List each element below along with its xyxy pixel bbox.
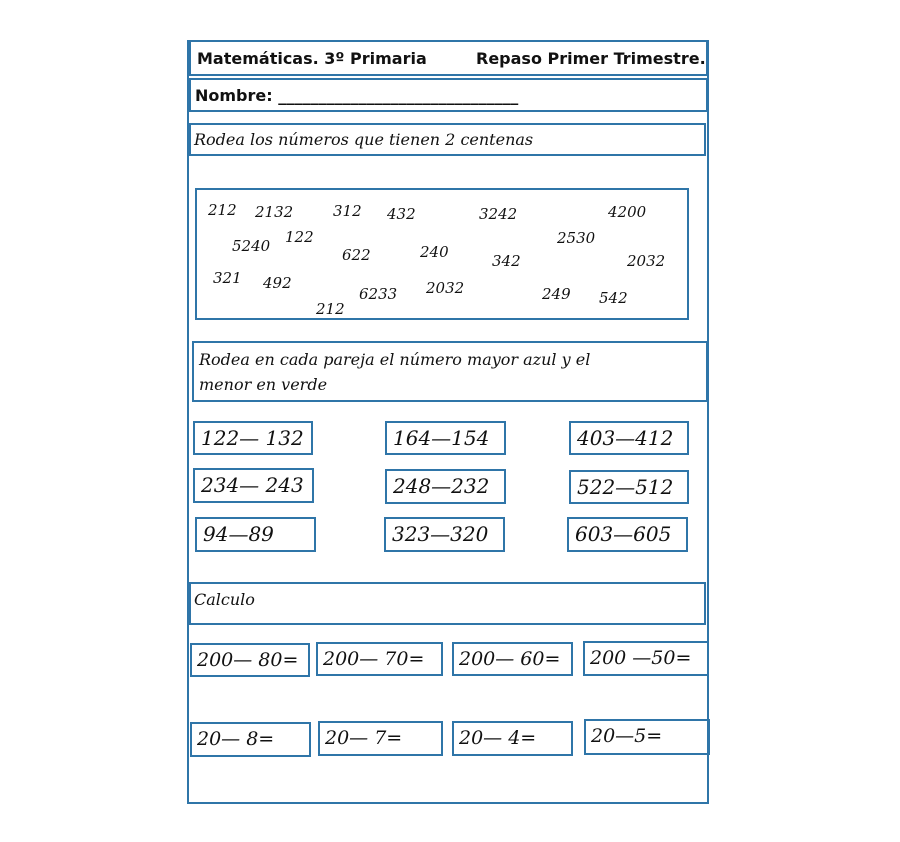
number-item[interactable]: 321 [213, 269, 242, 287]
number-item[interactable]: 3242 [479, 205, 518, 223]
number-item[interactable]: 122 [285, 228, 314, 246]
number-item[interactable]: 212 [208, 201, 237, 219]
calc-box[interactable]: 200— 60= [452, 642, 573, 676]
header-title-box [189, 40, 708, 76]
number-item[interactable]: 4200 [608, 203, 647, 221]
number-item[interactable]: 2032 [627, 252, 666, 270]
number-item[interactable]: 432 [387, 205, 416, 223]
pair-box[interactable]: 603—605 [567, 517, 688, 552]
number-item[interactable]: 2132 [255, 203, 294, 221]
number-item[interactable]: 249 [542, 285, 571, 303]
number-item[interactable]: 492 [263, 274, 292, 292]
pair-box[interactable]: 403—412 [569, 421, 689, 455]
calc-box[interactable]: 200— 70= [316, 642, 443, 676]
pair-box[interactable]: 164—154 [385, 421, 506, 455]
calc-box[interactable]: 200 —50= [583, 641, 709, 676]
number-item[interactable]: 212 [316, 300, 345, 318]
worksheet-title: Repaso Primer Trimestre. [476, 49, 706, 68]
calc-box[interactable]: 20—5= [584, 719, 710, 755]
instruction-calculo: Calculo [189, 582, 706, 625]
number-item[interactable]: 6233 [359, 285, 398, 303]
instruction-centenas: Rodea los números que tienen 2 centenas [189, 123, 706, 156]
pair-box[interactable]: 122— 132 [193, 421, 313, 455]
pair-box[interactable]: 323—320 [384, 517, 505, 552]
number-item[interactable]: 312 [333, 202, 362, 220]
calc-box[interactable]: 200— 80= [190, 643, 310, 677]
pair-box[interactable]: 234— 243 [193, 468, 314, 503]
pair-box[interactable]: 94—89 [195, 517, 316, 552]
number-item[interactable]: 622 [342, 246, 371, 264]
number-item[interactable]: 240 [420, 243, 449, 261]
subject-label: Matemáticas. 3º Primaria [197, 49, 427, 68]
calc-box[interactable]: 20— 8= [190, 722, 311, 757]
number-item[interactable]: 2032 [426, 279, 465, 297]
number-item[interactable]: 342 [492, 252, 521, 270]
number-item[interactable]: 542 [599, 289, 628, 307]
pair-box[interactable]: 522—512 [569, 470, 689, 504]
name-field-label: Nombre: ______________________________ [195, 86, 519, 105]
calc-box[interactable]: 20— 4= [452, 721, 573, 756]
calc-box[interactable]: 20— 7= [318, 721, 443, 756]
number-item[interactable]: 5240 [232, 237, 271, 255]
instruction-pairs: Rodea en cada pareja el número mayor azul y el menor en verde [192, 341, 708, 402]
number-item[interactable]: 2530 [557, 229, 596, 247]
pair-box[interactable]: 248—232 [385, 469, 506, 504]
name-field-box [189, 78, 708, 112]
